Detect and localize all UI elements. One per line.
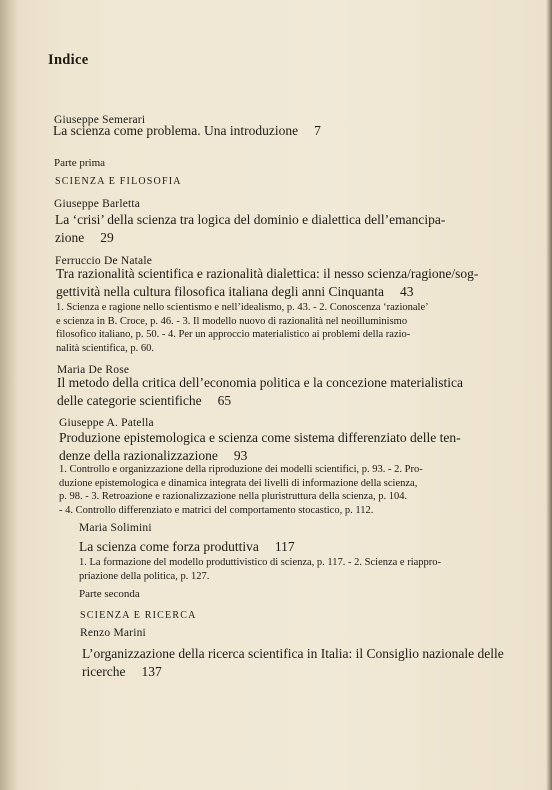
entry-title: [56, 265, 534, 301]
index-title: Indice: [48, 52, 89, 68]
entry-subsections: [56, 301, 536, 355]
entry-subsections: [79, 556, 539, 583]
subsection-line: nalità scientifica, p. 60.: [56, 342, 154, 354]
entry-title-line: Tra razionalità scientifica e razionalità dialettica: il nesso scienza/ragione/sog-: [56, 266, 479, 281]
entry-author: Renzo Marini: [80, 627, 146, 639]
subsection-line: e scienza in B. Croce, p. 46. - 3. Il modello nuovo di razionalità nel neoilluminismo: [56, 315, 408, 327]
subsection-line: p. 98. - 3. Retroazione e razionalizzazione nella pluristruttura della scienza, p. 104.: [59, 491, 408, 502]
entry-title-line: ricerche: [82, 664, 126, 679]
subsection-line: - 4. Controllo differenziato e matrici del comportamento stocastico, p. 112.: [59, 504, 374, 516]
entry-author: Giuseppe A. Patella: [59, 417, 154, 429]
subsection-line: duzione epistemologica e dinamica integrata dei livelli di informazione della scienza,: [59, 477, 418, 489]
subsection-line: 1. Scienza e ragione nello scientismo e nell’idealismo, p. 43. - 2. Conoscenza ‘razionale’: [56, 302, 429, 313]
entry-author: Giuseppe Barletta: [54, 198, 141, 210]
entry-title-line: La scienza come problema. Una introduzione: [53, 123, 299, 138]
entry-page-number: 93: [233, 448, 248, 463]
entry-title-line: zione: [55, 230, 85, 245]
subsection-line: priazione della politica, p. 127.: [79, 570, 210, 582]
entry-title-line: La scienza come forza produttiva: [79, 539, 259, 554]
entry-title-line: Il metodo della critica dell’economia politica e la concezione materialistica: [57, 375, 463, 390]
subsection-line: 1. La formazione del modello produttivistico di scienza, p. 117. - 2. Scienza e riappro-: [79, 557, 442, 568]
entry-title-line: denze della razionalizzazione: [59, 448, 218, 463]
entry-author: Maria Solimini: [79, 522, 152, 534]
page-edge-shadow: [546, 0, 552, 790]
entry-page-number: 7: [314, 123, 321, 138]
page-binding-shadow: [0, 0, 18, 790]
entry-page-number: 137: [141, 664, 162, 679]
part-label: Parte prima: [54, 157, 106, 169]
entry-author: Ferruccio De Natale: [55, 255, 153, 267]
subsection-line: 1. Controllo e organizzazione della riproduzione dei modelli scientifici, p. 93. - 2. Pro-: [59, 464, 423, 475]
entry-title-line: delle categorie scientifiche: [57, 393, 202, 408]
entry-page-number: 43: [400, 284, 414, 299]
entry-author: Giuseppe Semerari: [54, 114, 146, 126]
section-title: SCIENZA E RICERCA: [80, 610, 197, 621]
entry-title-line: gettività nella cultura filosofica italiana degli anni Cinquanta: [56, 284, 385, 299]
entry-subsections: [59, 463, 539, 517]
entry-page-number: 117: [274, 539, 295, 554]
entry-author: Maria De Rose: [57, 364, 130, 376]
entry-title-line: Produzione epistemologica e scienza come sistema differenziato delle ten-: [59, 430, 461, 445]
entry-page-number: 29: [100, 230, 114, 245]
subsection-line: filosofico italiano, p. 50. - 4. Per un approccio materialistico ai problemi della razio-: [56, 329, 411, 340]
part-label: Parte seconda: [79, 588, 140, 600]
section-title: SCIENZA E FILOSOFIA: [55, 176, 182, 187]
entry-title: [79, 538, 539, 556]
entry-title: [59, 429, 537, 465]
entry-title-line: La ‘crisi’ della scienza tra logica del dominio e dialettica dell’emancipa-: [55, 212, 446, 227]
entry-page-number: 65: [217, 393, 232, 408]
entry-title: [53, 122, 321, 140]
entry-title: [82, 645, 542, 681]
entry-title: [55, 211, 533, 247]
entry-title: [57, 374, 535, 410]
entry-title-line: L’organizzazione della ricerca scientifica in Italia: il Consiglio nazionale delle: [82, 646, 504, 661]
